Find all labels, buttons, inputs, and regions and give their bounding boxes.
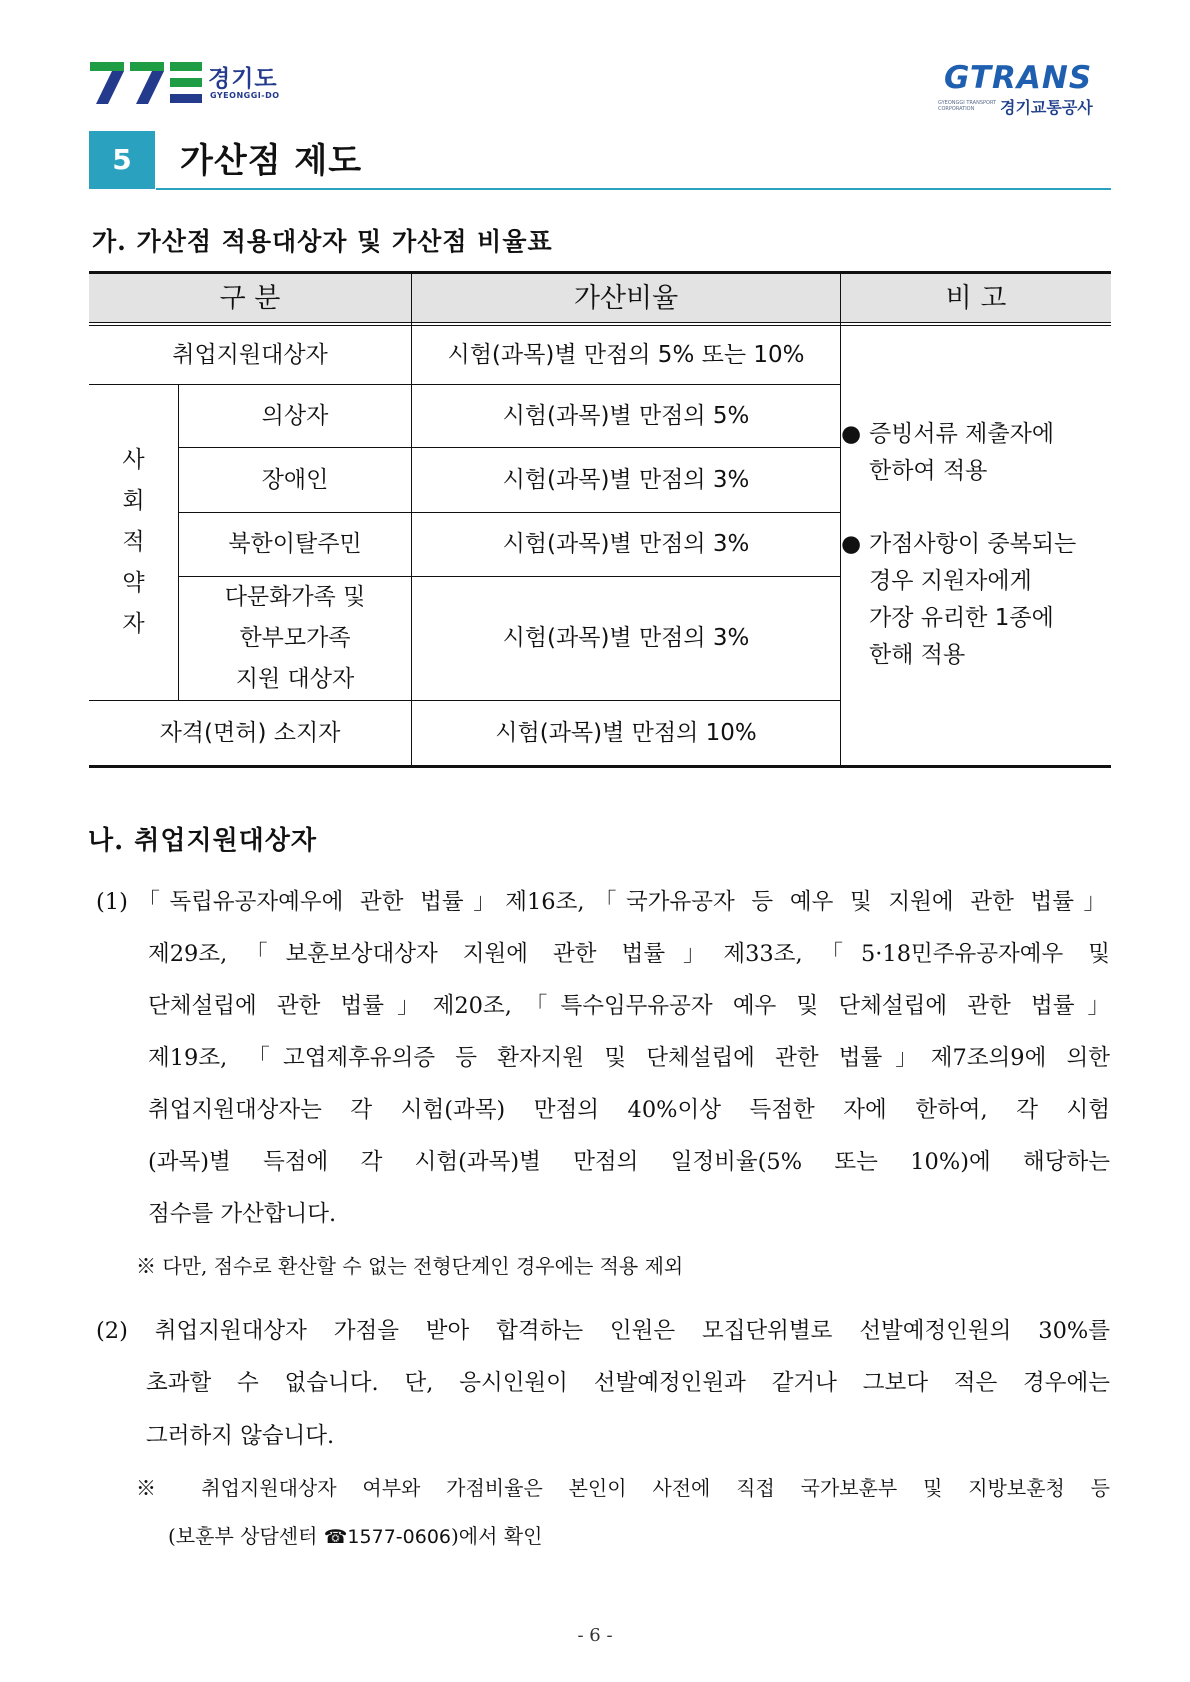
paragraph-line: 단체설립에 관한 법률」제20조,「특수임무유공자 예우 및 단체설립에 관한 법률」 [148, 993, 1110, 1019]
row-label: 북한이탈주민 [228, 531, 362, 557]
row-label-multiline [179, 577, 411, 700]
column-divider [840, 271, 841, 766]
group-label-char: 사 [122, 447, 145, 473]
row-rate: 시험(과목)별 만점의 3% [502, 466, 750, 493]
table-bottom-border [89, 765, 1111, 768]
group-label-char: 자 [122, 611, 145, 637]
header-category: 구 분 [219, 282, 281, 314]
bonus-points-table [89, 271, 1111, 771]
paragraph-line: 그러하지 않습니다. [146, 1423, 335, 1449]
paragraph-line: (과목)별 득점에 각 시험(과목)별 만점의 일정비율(5% 또는 10%)에 해당하는 [148, 1149, 1110, 1175]
phone-number: ☎1577-0606 [323, 1526, 451, 1548]
row-rate: 시험(과목)별 만점의 3% [502, 531, 750, 557]
remark-line: 가장 유리한 1종에 [869, 605, 1054, 631]
paragraph-line: 점수를 가산합니다. [148, 1201, 337, 1227]
row-label: 의상자 [261, 402, 329, 429]
row-rate: 시험(과목)별 만점의 10% [495, 719, 757, 746]
row-label: 장애인 [261, 466, 329, 493]
group-label-vertical [89, 385, 178, 700]
row-rate: 시험(과목)별 만점의 5% [502, 402, 750, 429]
row-label: 자격(면허) 소지자 [159, 719, 341, 746]
group-label-char: 적 [122, 529, 145, 555]
bullet-icon: ● [841, 421, 862, 447]
header-remarks: 비 고 [945, 282, 1007, 314]
row-rate: 시험(과목)별 만점의 5% 또는 10% [447, 341, 805, 368]
gtrans-logo-sub: GYEONGGI TRANSPORT CORPORATION [938, 100, 997, 112]
gtrans-logo-name: 경기교통공사 [1000, 98, 1093, 117]
remark-line: 한하여 적용 [869, 458, 988, 484]
gyeonggi-logo-mark-icon [90, 62, 202, 104]
gyeonggi-logo-name: 경기도 [208, 66, 278, 92]
contact-suffix: )에서 확인 [451, 1524, 543, 1548]
paragraph-line: 제29조,「보훈보상대상자 지원에 관한 법률」제33조,「5·18민주유공자예우 및 [148, 941, 1110, 967]
table-header-rule [89, 322, 1111, 323]
page-number: - 6 - [577, 1625, 613, 1646]
header-rate: 가산비율 [573, 282, 679, 314]
reference-note-contact [168, 1520, 542, 1549]
row-label-line: 다문화가족 및 [224, 584, 366, 610]
remark-note [841, 416, 1103, 490]
remark-note [841, 526, 1103, 674]
section-title: 가산점 제도 [180, 141, 363, 181]
bullet-icon: ● [841, 531, 862, 557]
paragraph-line: 초과할 수 없습니다. 단, 응시인원이 선발예정인원과 같거나 그보다 적은 경우에는 [146, 1370, 1110, 1396]
gyeonggi-logo [90, 58, 290, 108]
paragraph-line: (2) 취업지원대상자 가점을 받아 합격하는 인원은 모집단위별로 선발예정인원의 30%를 [96, 1318, 1110, 1344]
row-rate: 시험(과목)별 만점의 3% [502, 625, 750, 651]
row-label-line: 한부모가족 [239, 625, 351, 651]
remark-line: 한해 적용 [869, 642, 966, 668]
gtrans-logo-mark: GTRANS [944, 60, 1093, 96]
row-label-line: 지원 대상자 [235, 666, 355, 692]
group-label-char: 약 [122, 570, 145, 596]
gtrans-logo [928, 60, 1118, 120]
paragraph-line: 제19조, 「고엽제후유의증 등 환자지원 및 단체설립에 관한 법률」제7조의9에 의한 [148, 1045, 1110, 1071]
group-label-char: 회 [122, 488, 145, 514]
section-title-rule [156, 188, 1111, 190]
row-label: 취업지원대상자 [172, 341, 328, 368]
section-number-badge: 5 [89, 131, 155, 189]
gyeonggi-logo-sub: GYEONGGI-DO [210, 91, 280, 100]
subsection-b-title: 나. 취업지원대상자 [88, 826, 318, 856]
subsection-a-title: 가. 가산점 적용대상자 및 가산점 비율표 [92, 227, 553, 256]
remark-line: 증빙서류 제출자에 [869, 421, 1055, 447]
remark-line: 경우 지원자에게 [869, 568, 1032, 594]
reference-note: ※ 취업지원대상자 여부와 가점비율은 본인이 사전에 직접 국가보훈부 및 지방보훈청 등 [136, 1476, 1110, 1500]
paragraph-line: 취업지원대상자는 각 시험(과목) 만점의 40%이상 득점한 자에 한하여, 각 시험 [148, 1097, 1110, 1123]
contact-prefix: (보훈부 상담센터 [168, 1524, 324, 1548]
reference-note: ※ 다만, 점수로 환산할 수 없는 전형단계인 경우에는 적용 제외 [136, 1254, 684, 1278]
paragraph-line: (1)「독립유공자예우에 관한 법률」제16조,「국가유공자 등 예우 및 지원에 관한 법률」 [96, 889, 1106, 915]
remark-line: 가점사항이 중복되는 [869, 531, 1077, 557]
